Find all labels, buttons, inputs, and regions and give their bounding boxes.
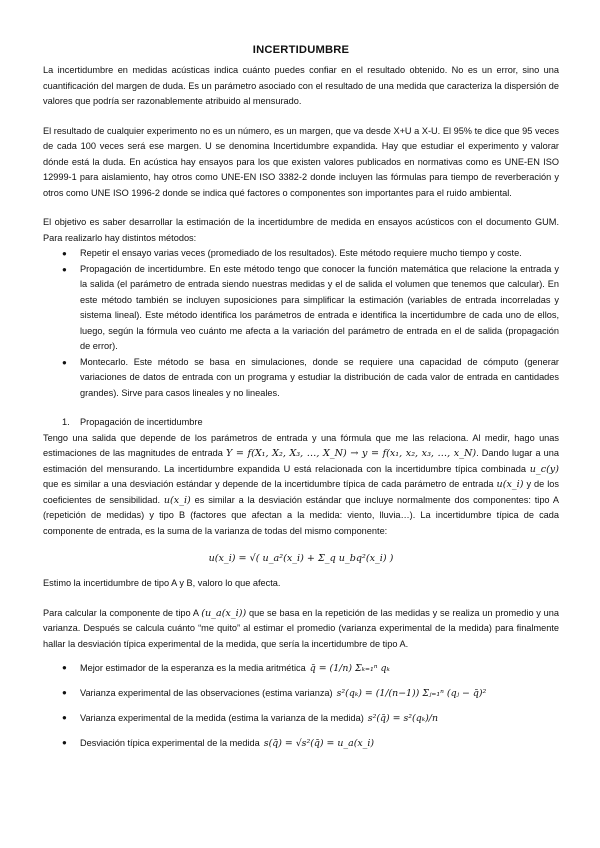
bullet-icon: ● xyxy=(62,249,67,258)
uncertainty-equation: u(x_i) = √( u_a²(x_i) + Σ_q u_bq²(x_i) ) xyxy=(208,553,394,564)
bullet-icon: ● xyxy=(62,688,67,697)
bullet-icon: ● xyxy=(62,357,67,367)
variance-mean-formula: s²(q̄) = s²(qₖ)/n xyxy=(367,713,438,724)
bullet-icon: ● xyxy=(62,713,67,722)
estimators-list xyxy=(43,660,559,752)
input-uncertainty-formula: u(x_i) xyxy=(496,479,524,490)
combined-uncertainty-formula: u_c(y) xyxy=(529,463,559,475)
list-item: ● Varianza experimental de las observaciones (estima varianza) s²(qₖ) = (1/(n−1)) Σⱼ₌₁ⁿ (qⱼ − q̄)² xyxy=(43,685,559,702)
list-item: ● Desviación típica experimental de la medida s(q̄) = √s²(q̄) = u_a(x_i) xyxy=(43,735,559,752)
result-paragraph: El resultado de cualquier experimento no es un número, es un margen, que va desde X+U a X-U. El 95% te dice que 95 veces de cada 100 veces será ese margen. U se denomina Incertidumbre expandida. Hay que estudiar el experimento y valorar dónde está la duda. En acústica hay ensayos para los que existen valores publicados en normativas como es UNE-EN ISO 12999-1 para aislamiento, hay otros como UNE-EN ISO 3382-2 donde incluyen las fórmulas para tiempo de reverberación y otros como UNE ISO 1996-2 donde se indica qué factores o componentes son importantes para el ruido ambiental. xyxy=(43,125,559,198)
type-a-paragraph: Para calcular la componente de tipo A (u_a(x_i)) que se basa en la repetición de las medidas y se realiza un promedio y una varianza. Después se calcula cuánto “me quito” al estimar el promedio (varianza experimental de la medida) para finalmente hallar la desviación típica experimental de la medida, que sería la incertidumbre de tipo A. xyxy=(43,607,559,649)
propagation-paragraph: Tengo una salida que depende de los parámetros de entrada y una fórmula que me las relaciona. Al medir, hago unas estimaciones de las magnitudes de entrada Y = f(X₁, X₂, X₃, …, X_N) → y = f(x₁, x₂, x₃, …, x_N). Dando lugar a una estimación del mensurando. La incertidumbre expandida U está relacionada con la incertidumbre típica combinada u_c(y) que es similar a una desviación estándar y depende de la incertidumbre típica de cada parámetro de entrada u(x_i) y de los coeficientes de sensibilidad. u(x_i) es similar a la desviación estándar que incluye normalmente dos componentes: tipo A (repetición de medidas) y tipo B (factores que afectan a la medida: viento, lluvia…). La incertidumbre típica de cada componente de entrada, es la suma de la varianza de todas del mismo componente: xyxy=(43,432,560,536)
list-item: ● Repetir el ensayo varias veces (promediado de los resultados). Este método requiere mucho tiempo y coste. xyxy=(43,246,559,262)
bullet-icon: ● xyxy=(62,663,67,672)
function-formula: Y = f(X₁, X₂, X₃, …, X_N) → y = f(x₁, x₂, x₃, …, x_N) xyxy=(226,448,477,459)
objective-paragraph: El objetivo es saber desarrollar la estimación de la incertidumbre de medida en ensayos acústicos con el documento GUM. Para realizarlo hay distintos métodos: xyxy=(43,217,559,243)
std-deviation-formula: s(q̄) = √s²(q̄) = u_a(x_i) xyxy=(263,738,374,749)
section-heading xyxy=(43,415,559,431)
type-a-formula: (u_a(x_i)) xyxy=(201,607,247,619)
variance-observations-formula: s²(qₖ) = (1/(n−1)) Σⱼ₌₁ⁿ (qⱼ − q̄)² xyxy=(336,688,487,699)
page-title: INCERTIDUMBRE xyxy=(252,44,350,56)
estimation-line: Estimo la incertidumbre de tipo A y B, valoro lo que afecta. xyxy=(43,578,281,588)
input-uncertainty-formula: u(x_i) xyxy=(163,494,191,506)
section-number: 1. xyxy=(62,417,70,427)
list-item: ● Montecarlo. Este método se basa en simulaciones, donde se requiere una capacidad de cómputo (generar variaciones de datos de entrada con un programa y estudiar la distribución de cada valor de entrada en cantidades grandes). Sirve para casos lineales y no lineales. xyxy=(62,356,559,398)
list-item: ● Mejor estimador de la esperanza es la media aritmética q̄ = (1/n) Σₖ₌₁ⁿ qₖ xyxy=(43,660,559,677)
document-page xyxy=(43,44,559,760)
list-item: ● Varianza experimental de la medida (estima la varianza de la medida) s²(q̄) = s²(qₖ)/n xyxy=(43,710,559,727)
section-title: Propagación de incertidumbre xyxy=(80,417,203,427)
mean-formula: q̄ = (1/n) Σₖ₌₁ⁿ qₖ xyxy=(309,663,390,674)
methods-list xyxy=(43,246,559,401)
bullet-icon: ● xyxy=(62,264,67,274)
intro-paragraph: La incertidumbre en medidas acústicas indica cuánto puedes confiar en el resultado obtenido. No es un error, sino una cuantificación del margen de duda. Es un parámetro asociado con el resultado de una medida que caracteriza la dispersión de valores que podría ser razonablemente atribuido al mensurado. xyxy=(43,65,559,106)
list-item: ● Propagación de incertidumbre. En este método tengo que conocer la función matemática que relacione la entrada y la salida (el parámetro de entrada siendo nuestras medidas y el de salida el volumen que tenemos que calcular). En este método también se incluyen suposiciones para simplificar la estimación (variables de entrada incorreladas y sistema lineal). Este método identifica los parámetros de entrada e identifica la incertidumbre de cada uno de ellos, luego, según la fórmula veo cuánto me afecta a la variación del parámetro de entrada en el de salida (propagación de error). xyxy=(62,263,559,351)
bullet-icon: ● xyxy=(62,738,67,747)
